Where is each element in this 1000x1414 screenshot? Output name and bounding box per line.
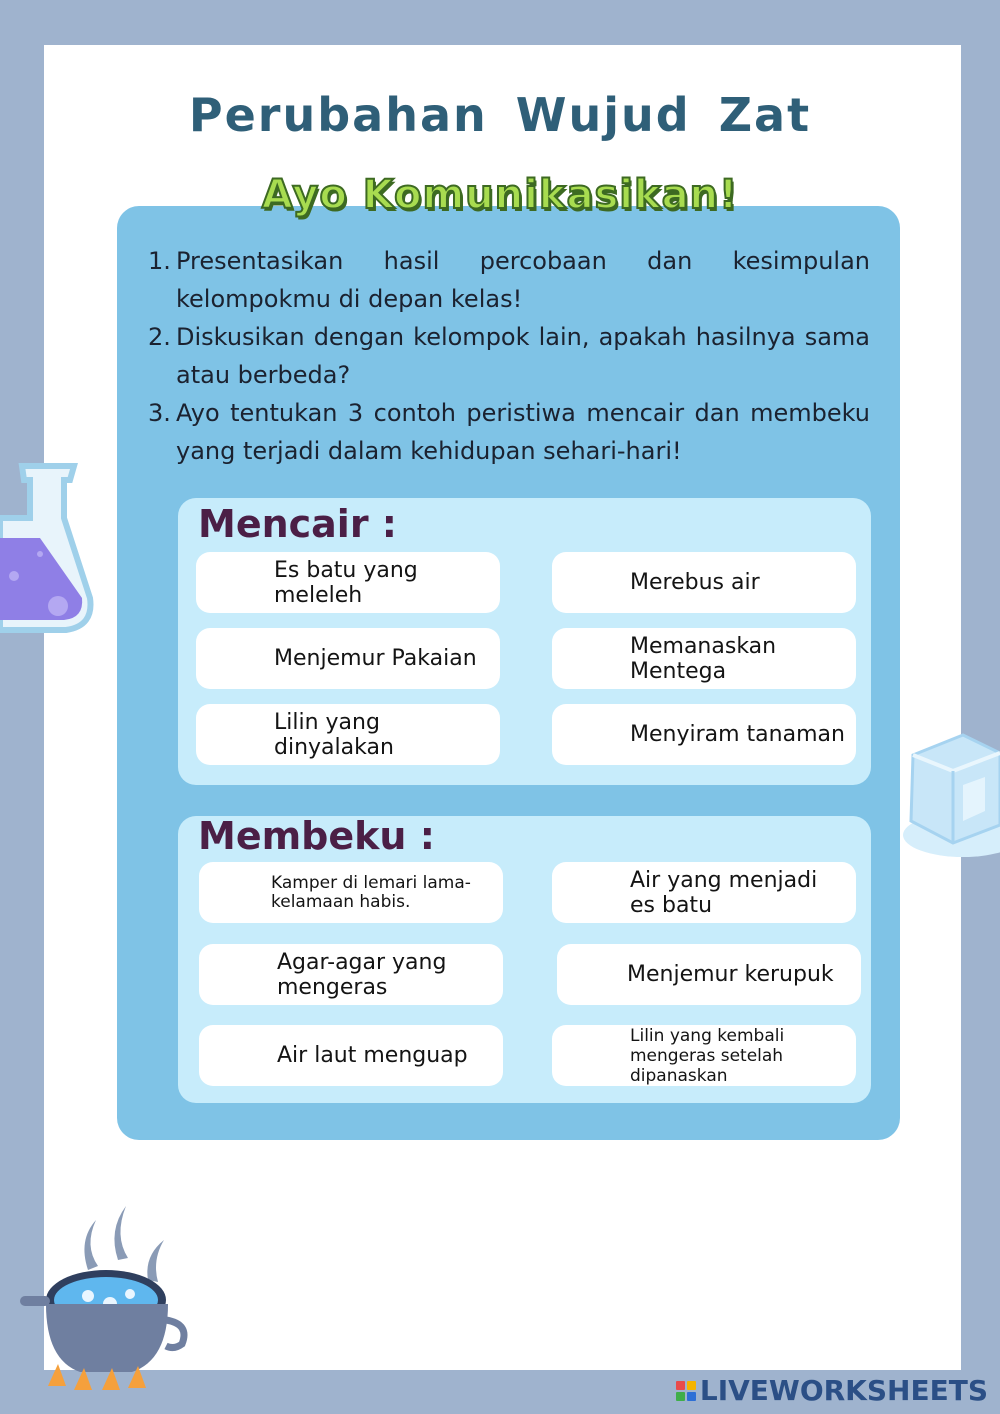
instruction-text: Diskusikan dengan kelompok lain, apakah hasilnya sama atau berbeda? xyxy=(176,323,870,389)
boiling-pot-icon xyxy=(18,1200,188,1400)
ice-cube-icon xyxy=(893,725,1000,860)
membeku-answer-2[interactable]: Air yang menjadi es batu xyxy=(552,862,856,923)
instruction-text: Presentasikan hasil percobaan dan kesimpulan kelompokmu di depan kelas! xyxy=(176,247,870,313)
membeku-answer-4[interactable]: Menjemur kerupuk xyxy=(557,944,861,1005)
mencair-answer-5[interactable]: Lilin yang dinyalakan xyxy=(196,704,500,765)
mencair-answer-6[interactable]: Menyiram tanaman xyxy=(552,704,856,765)
brand-text: LIVEWORKSHEETS xyxy=(699,1374,988,1407)
instruction-number: 1. xyxy=(148,247,171,275)
instruction-item xyxy=(148,242,870,318)
section-subtitle: Ayo Komunikasikan! xyxy=(261,172,739,218)
instruction-number: 2. xyxy=(148,323,171,351)
membeku-answer-3[interactable]: Agar-agar yang mengeras xyxy=(199,944,503,1005)
liveworksheets-logo[interactable] xyxy=(676,1374,988,1407)
instruction-text: Ayo tentukan 3 contoh peristiwa mencair dan membeku yang terjadi dalam kehidupan sehari-hari! xyxy=(176,399,870,465)
instruction-list xyxy=(148,242,870,470)
instruction-number: 3. xyxy=(148,399,171,427)
mencair-heading: Mencair : xyxy=(198,502,397,546)
membeku-answer-6[interactable]: Lilin yang kembali mengeras setelah dipanaskan xyxy=(552,1025,856,1086)
flask-icon xyxy=(0,458,95,638)
membeku-answer-1[interactable]: Kamper di lemari lama-kelamaan habis. xyxy=(199,862,503,923)
mencair-answer-2[interactable]: Merebus air xyxy=(552,552,856,613)
membeku-heading: Membeku : xyxy=(198,814,435,858)
mencair-answer-4[interactable]: Memanaskan Mentega xyxy=(552,628,856,689)
instruction-item xyxy=(148,318,870,394)
page-title: Perubahan Wujud Zat xyxy=(188,88,812,142)
membeku-answer-5[interactable]: Air laut menguap xyxy=(199,1025,503,1086)
mencair-answer-3[interactable]: Menjemur Pakaian xyxy=(196,628,500,689)
mencair-answer-1[interactable]: Es batu yang meleleh xyxy=(196,552,500,613)
instruction-item xyxy=(148,394,870,470)
brand-icon xyxy=(676,1381,696,1401)
